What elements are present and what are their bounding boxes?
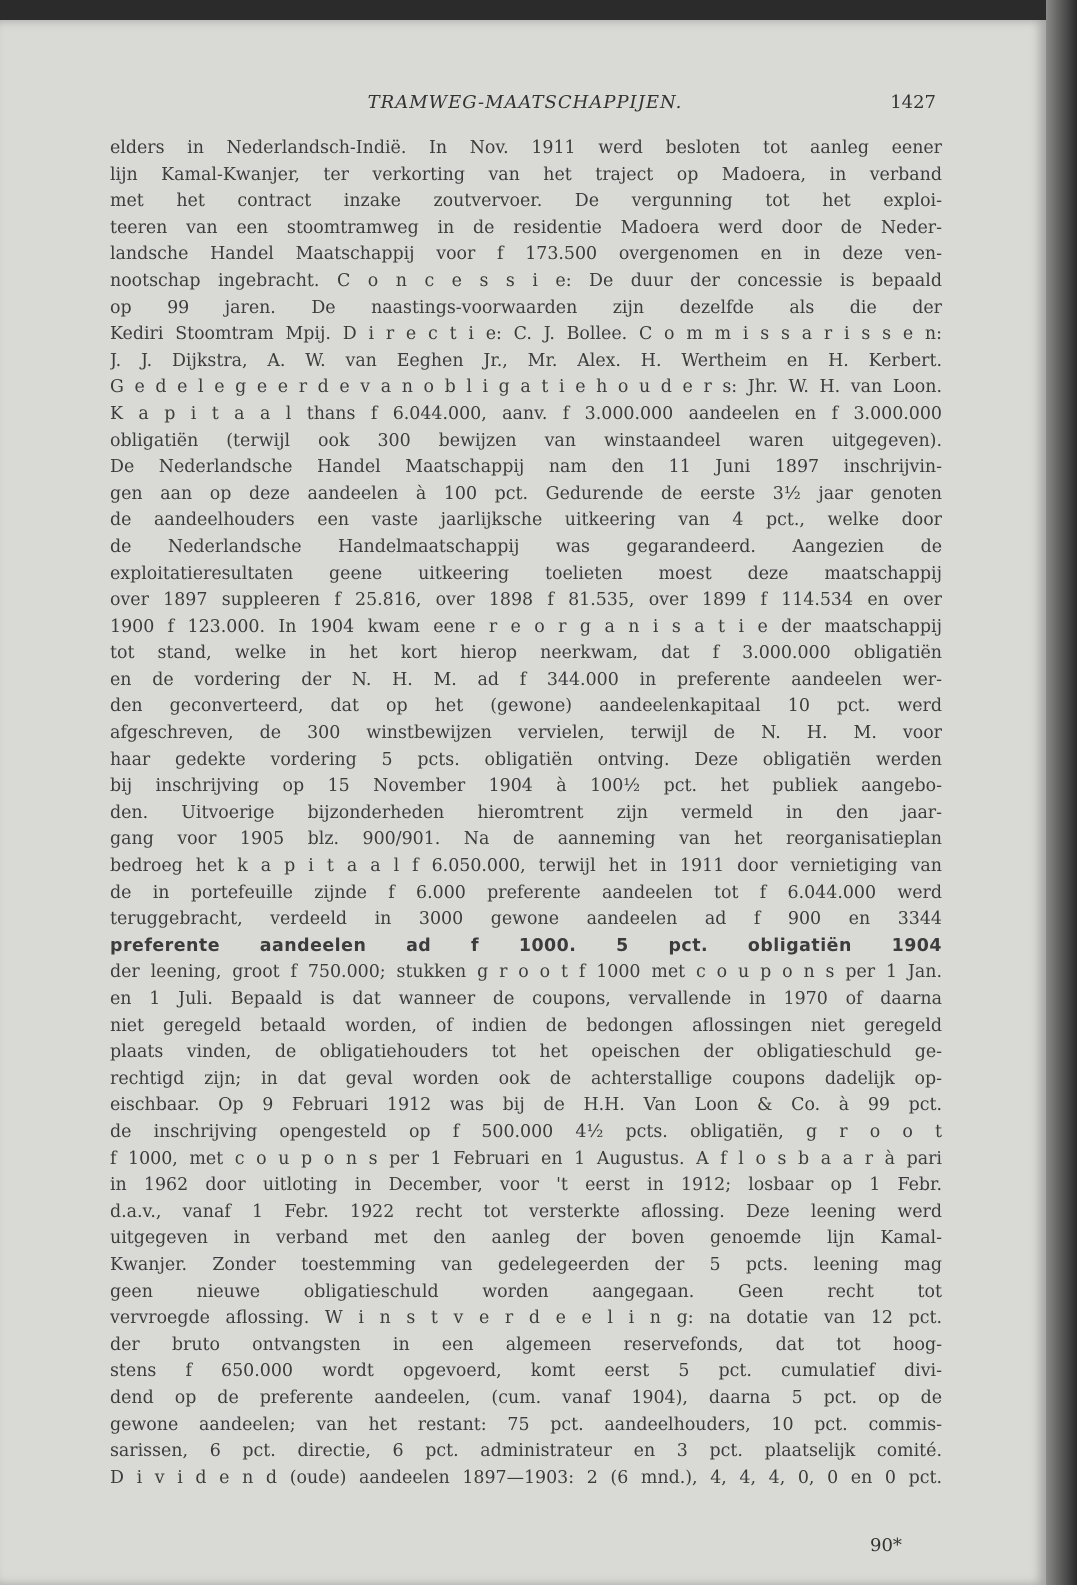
text-line (110, 1491, 942, 1518)
text-line: den geconverteerd, dat op het (gewone) aandeelenkapitaal 10 pct. werd (110, 696, 942, 717)
text-line: sarissen, 6 pct. directie, 6 pct. administrateur en 3 pct. plaatselijk comité. (110, 1441, 942, 1462)
text-line: teeren van een stoomtramweg in de residentie Madoera werd door de Neder- (110, 217, 942, 238)
text-line: stens f 650.000 wordt opgevoerd, komt eerst 5 pct. cumulatief divi- (110, 1361, 942, 1382)
text-line: Kwanjer. Zonder toestemming van gedelegeerden der 5 pcts. leening mag (110, 1254, 942, 1275)
text-line: over 1897 suppleeren f 25.816, over 1898 f 81.535, over 1899 f 114.534 en over (110, 590, 942, 611)
page-number: 1427 (890, 92, 936, 113)
text-line: de aandeelhouders een vaste jaarlijksche uitkeering van 4 pct., welke door (110, 510, 942, 531)
text-line: plaats vinden, de obligatiehouders tot het opeischen der obligatieschuld ge- (110, 1042, 942, 1063)
text-line: in 1962 door uitloting in December, voor 't eerst in 1912; losbaar op 1 Febr. (110, 1175, 942, 1196)
page-header (108, 92, 942, 122)
text-line: 1900 f 123.000. In 1904 kwam eene r e o r g a n i s a t i e der maatschappij (110, 616, 942, 637)
text-line: teruggebracht, verdeeld in 3000 gewone aandeelen ad f 900 en 3344 (110, 909, 942, 930)
scan-right-border (1046, 0, 1077, 1585)
text-line: geen nieuwe obligatieschuld worden aangegaan. Geen recht tot (110, 1281, 942, 1302)
text-line: de inschrijving opengesteld op f 500.000 4½ pcts. obligatiën, g r o o t (110, 1121, 942, 1142)
text-line: bij inschrijving op 15 November 1904 à 100½ pct. het publiek aangebo- (110, 776, 942, 797)
text-line: uitgegeven in verband met den aanleg der boven genoemde lijn Kamal- (110, 1228, 942, 1249)
text-line: G e d e l e g e e r d e v a n o b l i g a t i e h o u d e r s: Jhr. W. H. van Loon. (110, 377, 942, 398)
signature-mark: 90* (870, 1535, 902, 1556)
text-line: de Nederlandsche Handelmaatschappij was gegarandeerd. Aangezien de (110, 536, 942, 557)
text-line: der bruto ontvangsten in een algemeen reservefonds, dat tot hoog- (110, 1334, 942, 1355)
text-line: met het contract inzake zoutvervoer. De vergunning tot het exploi- (110, 191, 942, 212)
text-line: exploitatieresultaten geene uitkeering toelieten moest deze maatschappij (110, 563, 942, 584)
text-line: dend op de preferente aandeelen, (cum. vanaf 1904), daarna 5 pct. op de (110, 1387, 942, 1408)
text-line: afgeschreven, de 300 winstbewijzen vervielen, terwijl de N. H. M. voor (110, 723, 942, 744)
text-line: rechtigd zijn; in dat geval worden ook de achterstallige coupons dadelijk op- (110, 1068, 942, 1089)
text-line: D i v i d e n d (oude) aandeelen 1897—1903: 2 (6 mnd.), 4, 4, 4, 0, 0 en 0 pct. (110, 1467, 942, 1488)
text-line: Kediri Stoomtram Mpij. D i r e c t i e: C. J. Bollee. C o m m i s s a r i s s e n: (110, 324, 942, 345)
text-line: lijn Kamal-Kwanjer, ter verkorting van het traject op Madoera, in verband (110, 164, 942, 185)
text-line: eischbaar. Op 9 Februari 1912 was bij de H.H. Van Loon & Co. à 99 pct. (110, 1095, 942, 1116)
text-line: gang voor 1905 blz. 900/901. Na de aanneming van het reorganisatieplan (110, 829, 942, 850)
body-text (110, 135, 942, 1518)
text-line: vervroegde aflossing. W i n s t v e r d e e l i n g: na dotatie van 12 pct. (110, 1308, 942, 1329)
text-line: den. Uitvoerige bijzonderheden hieromtrent zijn vermeld in den jaar- (110, 802, 942, 823)
text-line-bold: preferente aandeelen ad f 1000. 5 pct. obligatiën 1904 (110, 935, 942, 956)
text-line: J. J. Dijkstra, A. W. van Eeghen Jr., Mr. Alex. H. Wertheim en H. Kerbert. (110, 350, 942, 371)
text-line: De Nederlandsche Handel Maatschappij nam den 11 Juni 1897 inschrijvin- (110, 457, 942, 478)
text-line: en 1 Juli. Bepaald is dat wanneer de coupons, vervallende in 1970 of daarna (110, 989, 942, 1009)
text-line: niet geregeld betaald worden, of indien de bedongen aflossingen niet geregeld (110, 1015, 942, 1036)
text-line: bedroeg het k a p i t a a l f 6.050.000, terwijl het in 1911 door vernietiging van (110, 856, 942, 877)
text-line: gewone aandeelen; van het restant: 75 pct. aandeelhouders, 10 pct. commis- (110, 1414, 942, 1435)
text-line: tot stand, welke in het kort hierop neerkwam, dat f 3.000.000 obligatiën (110, 643, 942, 664)
running-title: TRAMWEG-MAATSCHAPPIJEN. (367, 92, 683, 113)
text-line: d.a.v., vanaf 1 Febr. 1922 recht tot versterkte aflossing. Deze leening werd (110, 1201, 942, 1222)
text-line: K a p i t a a l thans f 6.044.000, aanv. f 3.000.000 aandeelen en f 3.000.000 (110, 403, 942, 424)
text-line: op 99 jaren. De naastings-voorwaarden zijn dezelfde als die der (110, 297, 942, 318)
text-line: landsche Handel Maatschappij voor f 173.500 overgenomen en in deze ven- (110, 244, 942, 265)
text-line: obligatiën (terwijl ook 300 bewijzen van winstaandeel waren uitgegeven). (110, 430, 942, 451)
text-line: nootschap ingebracht. C o n c e s s i e: De duur der concessie is bepaald (110, 270, 942, 291)
text-line: der leening, groot f 750.000; stukken g r o o t f 1000 met c o u p o n s per 1 Jan. (110, 962, 942, 983)
text-line: en de vordering der N. H. M. ad f 344.000 in preferente aandeelen wer- (110, 669, 942, 690)
text-line: gen aan op deze aandeelen à 100 pct. Gedurende de eerste 3½ jaar genoten (110, 483, 942, 504)
text-line: haar gedekte vordering 5 pcts. obligatiën ontving. Deze obligatiën werden (110, 749, 942, 770)
text-line: f 1000, met c o u p o n s per 1 Februari en 1 Augustus. A f l o s b a a r à pari (110, 1148, 942, 1169)
text-line: de in portefeuille zijnde f 6.000 preferente aandeelen tot f 6.044.000 werd (110, 882, 942, 903)
text-line: elders in Nederlandsch-Indië. In Nov. 1911 werd besloten tot aanleg eener (110, 138, 942, 158)
